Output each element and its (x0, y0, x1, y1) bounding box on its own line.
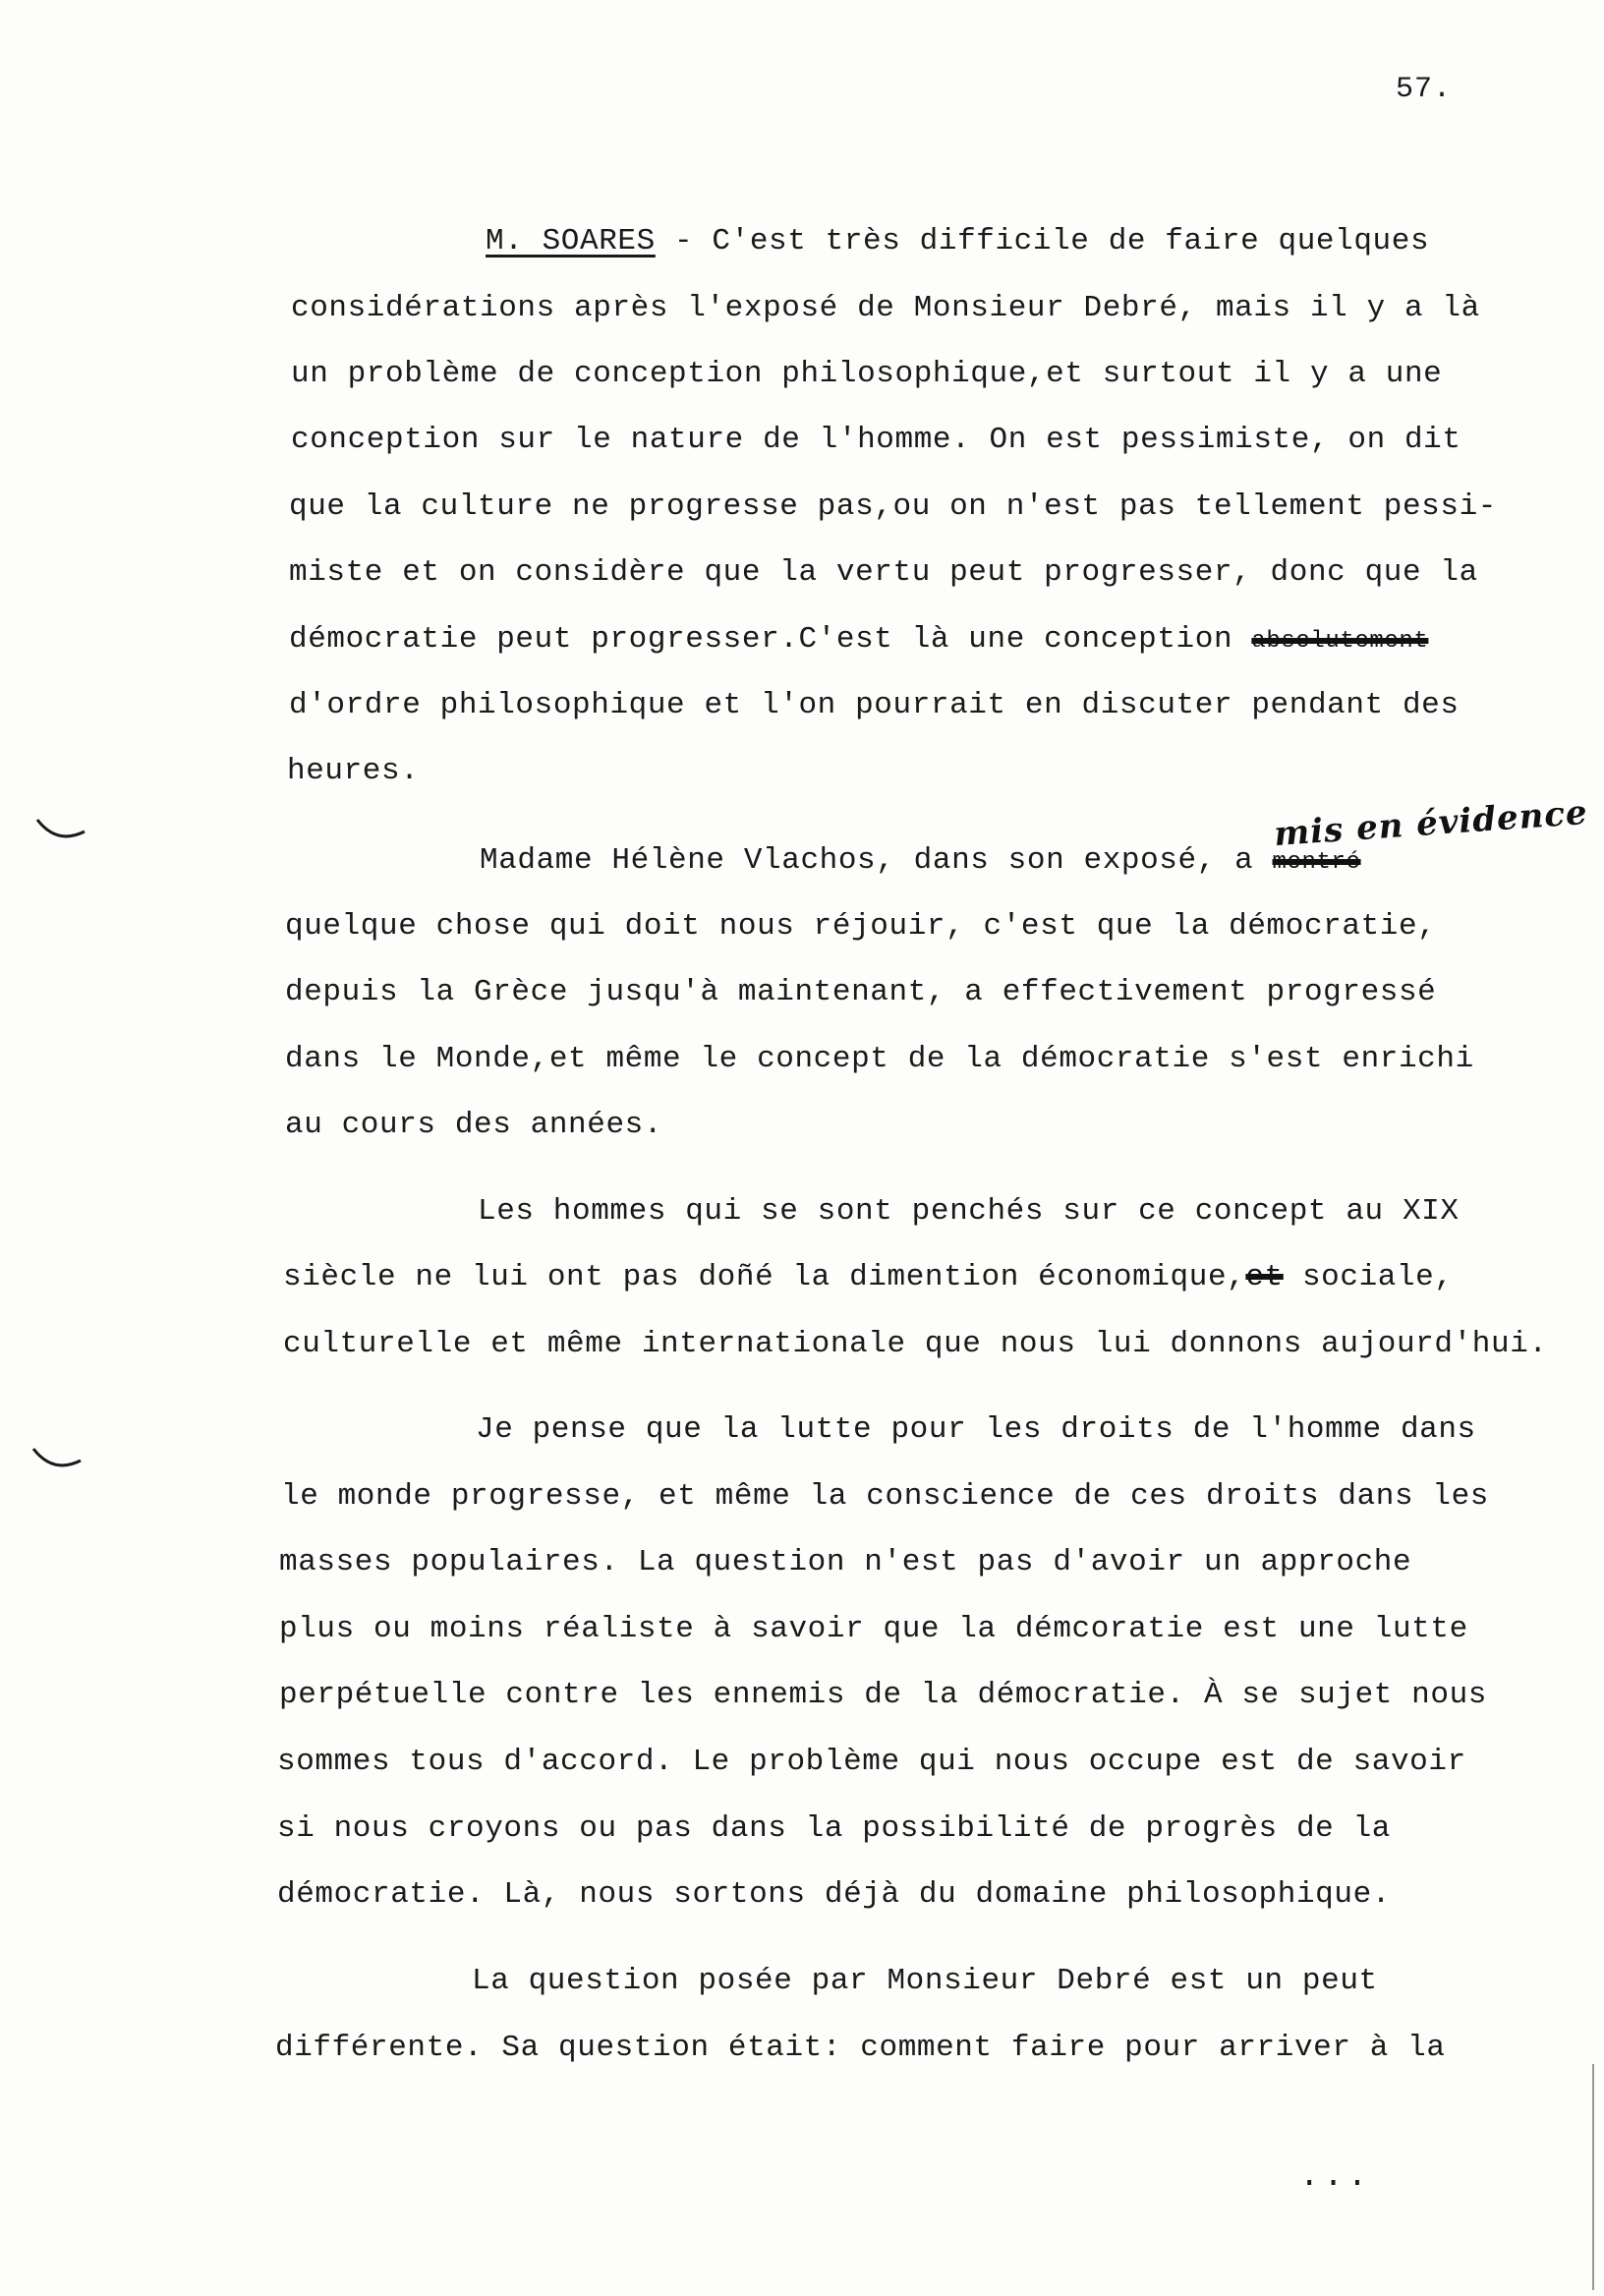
speaker-name: M. SOARES (486, 224, 656, 258)
scan-edge-line (1592, 2064, 1594, 2290)
text-line: si nous croyons ou pas dans la possibilité de progrès de la (277, 1811, 1391, 1846)
text-line: masses populaires. La question n'est pas d'avoir un approche (279, 1545, 1412, 1579)
handwritten-annotation: mis en évidence (1272, 792, 1589, 855)
text-line (289, 622, 1428, 657)
text-line: culturelle et même internationale que nous lui donnons aujourd'hui. (283, 1327, 1548, 1361)
text-line: différente. Sa question était: comment faire pour arriver à la (275, 2031, 1446, 2065)
struck-word: montré (1272, 849, 1361, 876)
text-line: quelque chose qui doit nous réjouir, c'est que la démocratie, (285, 909, 1437, 944)
text-line: sommes tous d'accord. Le problème qui nous occupe est de savoir (277, 1745, 1466, 1779)
page-number: 57. (1396, 73, 1453, 106)
text-line: conception sur le nature de l'homme. On est pessimiste, on dit (291, 423, 1461, 457)
text-line: démocratie. Là, nous sortons déjà du domaine philosophique. (277, 1877, 1391, 1912)
struck-word: et (1245, 1260, 1284, 1294)
text-line: Les hommes qui se sont penchés sur ce concept au XIX (478, 1194, 1460, 1229)
text-line: La question posée par Monsieur Debré est un peut (472, 1964, 1378, 1998)
text-line: que la culture ne progresse pas,ou on n'est pas tellement pessi- (289, 489, 1497, 524)
text-line: un problème de conception philosophique,et surtout il y a une (291, 357, 1443, 391)
line-text: siècle ne lui ont pas doñé la dimention économique, (283, 1260, 1246, 1294)
text-line (283, 1260, 1454, 1294)
line-text: sociale, (1283, 1260, 1454, 1294)
struck-word: absolutement (1251, 628, 1429, 655)
text-line: perpétuelle contre les ennemis de la démocratie. À se sujet nous (279, 1678, 1487, 1712)
binder-hole-mark (29, 1445, 85, 1474)
text-line: miste et on considère que la vertu peut progresser, donc que la (289, 555, 1478, 590)
continuation-marker: ... (1299, 2158, 1372, 2196)
line-text: - C'est très difficile de faire quelques (655, 224, 1430, 258)
text-line: d'ordre philosophique et l'on pourrait en discuter pendant des (289, 688, 1460, 722)
binder-hole-mark (33, 816, 88, 845)
text-line: au cours des années. (285, 1108, 663, 1142)
text-line (486, 224, 1429, 258)
text-line: plus ou moins réaliste à savoir que la démcoratie est une lutte (279, 1612, 1468, 1646)
text-line: heures. (287, 754, 420, 788)
text-line: depuis la Grèce jusqu'à maintenant, a effectivement progressé (285, 975, 1437, 1009)
text-line: le monde progresse, et même la conscience de ces droits dans les (281, 1479, 1489, 1514)
text-line (480, 843, 1361, 878)
line-text: Madame Hélène Vlachos, dans son exposé, a (480, 843, 1254, 878)
text-line: dans le Monde,et même le concept de la démocratie s'est enrichi (285, 1042, 1474, 1076)
text-line: considérations après l'exposé de Monsieur Debré, mais il y a là (291, 291, 1480, 325)
text-line: Je pense que la lutte pour les droits de l'homme dans (476, 1412, 1476, 1447)
line-text: démocratie peut progresser.C'est là une conception (289, 622, 1233, 657)
